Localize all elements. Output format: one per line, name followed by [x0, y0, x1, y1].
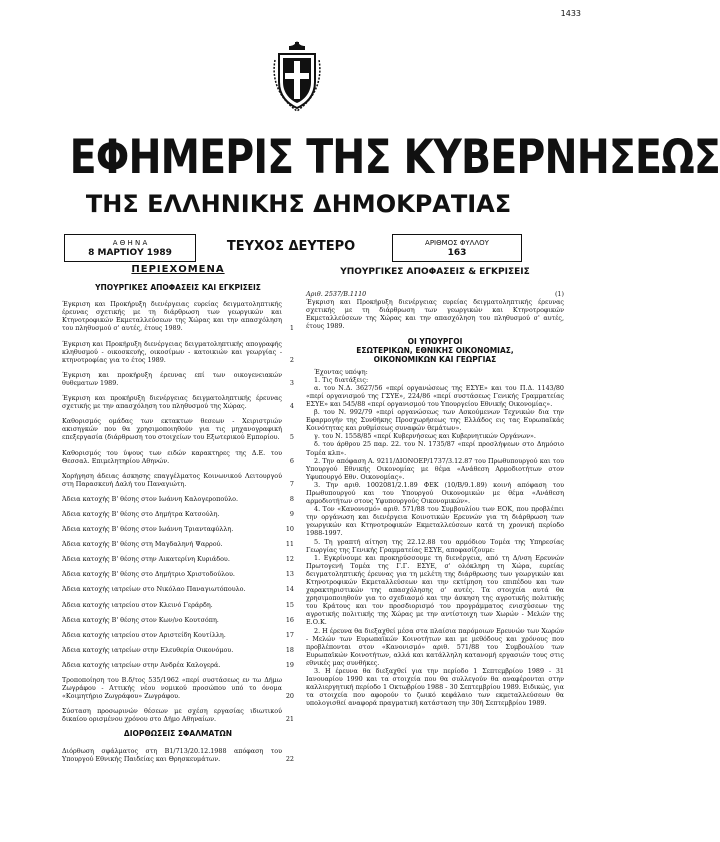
toc-item-page: 15 — [285, 600, 294, 609]
body-sub-b: β. του Ν. 992/79 «περί οργανώσεως των Ασκούμενων Τεχνικών δια την Εφαρμογήν της Συνθήκης Προσχωρήσεως της Ελλάδος εις τας Ευρωπαϊκάς Κοινότητας και ρυθμίσεως συναφών θεμάτων». — [306, 408, 564, 433]
toc-item — [62, 495, 294, 503]
toc-item-text: Άδεια κατοχής ιατρείων στην Ανδρέα Καλογερά. — [62, 660, 221, 669]
ministers-line-3: ΟΙΚΟΝΟΜΙΚΩΝ ΚΑΙ ΓΕΩΡΓΙΑΣ — [373, 354, 497, 364]
decision-subject: Έγκριση και Προκήρυξη διενέργειας ευρείας δειγματοληπτικής έρευνας σχετικής με τη διάρθρωση των γεωργικών και Κτηνοτροφικών Εκμεταλλεύσεων της Χώρας και την απασχόληση του πληθυσμού σ' αυτές, έτους 1989. — [306, 298, 564, 331]
toc-item-page: 13 — [285, 570, 294, 579]
page-number: 1433 — [560, 9, 581, 18]
sheet-box — [392, 234, 522, 262]
toc-item-page: 4 — [289, 402, 294, 411]
toc-item — [62, 300, 294, 332]
toc-item — [62, 555, 294, 563]
toc-item-page: 9 — [289, 509, 294, 518]
gazette-subtitle: ΤΗΣ ΕΛΛΗΝΙΚΗΣ ΔΗΜΟΚΡΑΤΙΑΣ — [85, 190, 512, 218]
toc-item-page: 14 — [285, 585, 294, 594]
toc-item-page: 6 — [289, 456, 294, 465]
toc-item-text: Άδεια κατοχής Β' θέσης στον Ιωάννη Τριανταφύλλη. — [62, 525, 234, 534]
toc-item-page: 17 — [285, 630, 294, 639]
body-item-5: 5. Τη γραπτή αίτηση της 22.12.88 του αρμόδιου Τομέα της Υπηρεσίας Γεωργίας της Γενικής Γραμματείας ΕΣΥΕ, αποφασίζουμε: — [306, 537, 564, 554]
toc-item — [62, 340, 294, 364]
toc-item — [62, 707, 294, 723]
ministers-line-2: ΕΣΩΤΕΡΙΚΩΝ, ΕΘΝΙΚΗΣ ΟΙΚΟΝΟΜΙΑΣ, — [356, 345, 514, 355]
toc-item — [62, 525, 294, 533]
toc-item — [62, 601, 294, 609]
ministers-heading — [306, 337, 564, 364]
toc-item-text: Άδεια κατοχής Β' θέσης στην Αικατερίνη Κυριάδου. — [62, 555, 230, 564]
coat-of-arms-emblem — [273, 40, 321, 112]
toc-item-page: 1 — [289, 324, 294, 333]
toc-item-page: 11 — [285, 540, 294, 549]
toc-item-text: Άδεια κατοχής Β' θέσης στο Δημήτριο Χριστοδούλου. — [62, 570, 235, 579]
body-sub-d: δ. του άρθρου 25 παρ. 22. του Ν. 1735/87 «περί προσλήψεων στο Δημόσιο Τομέα κλπ». — [306, 440, 564, 457]
contents-section-corrections: ΔΙΟΡΘΩΣΕΙΣ ΣΦΑΛΜΑΤΩΝ — [123, 729, 233, 739]
body-item-3: 3. Την αριθ. 1002081/2.1.89 ΦΕΚ (10/Β/9.1.89) κοινή απόφαση του Πρωθυπουργού και του Υπουργού Οικονομικών με θέμα «Ανάθεση αρμοδιοτήτων στους Υφυπουργούς Οικονομικών». — [306, 480, 564, 506]
toc-item — [62, 417, 294, 441]
sheet-number: 163 — [447, 248, 467, 258]
considering-text: Έχοντας υπόψη: — [314, 367, 368, 376]
ministers-line-1: ΟΙ ΥΠΟΥΡΓΟΙ — [407, 336, 463, 346]
reference-number: Αριθ. 2537/Β.1110 — [306, 290, 367, 299]
toc-item — [62, 585, 294, 593]
toc-item-text: Άδεια κατοχής Β' θέσης στον Ιωάννη Καλογεροπούλο. — [62, 494, 239, 503]
toc-item-text: Έγκριση και προκήρυξη έρευνας επί των οικογενειακών θυθεματων 1989. — [62, 370, 282, 387]
toc-item — [62, 394, 294, 410]
toc-item — [62, 570, 294, 578]
toc-item-page: 7 — [289, 479, 294, 488]
toc-item-text: Καθορισμός του ύψους των ειδών καρακτηρες της Δ.Ε. του Θεσσαλ. Επιμελητηρίου Αθηνών. — [62, 448, 282, 465]
contents-title: ΠΕΡΙΕΧΟΜΕΝΑ — [131, 264, 225, 275]
toc-item-page: 10 — [285, 525, 294, 534]
toc-item-text: Καθορισμός ομάδας των εκτακτων θεσεων - Χειριστριών ακισηγκών που θα χρησιμοποιηθούν για τις μηχανογραφική επεξεργασία (διάρθρωση του στοιχείων του Εξωτερικού Εμπορίου. — [62, 417, 282, 442]
body-sub-a: α. του Ν.Δ. 3627/56 «περί οργανώσεως της ΕΣΥΕ» και του Π.Δ. 1143/80 «περί οργανισμού της ΓΣΥΕ», 224/86 «περί συστάσεως Γενικής Γραμματείας ΕΣΥΕ» και 545/88 «περί οργανισμού του Υπουργείου Εθνικής Οικονομίας». — [306, 383, 564, 408]
decision-paragraph-3: 3. Η έρευνα θα διεξαχθεί για την περίοδο 1 Σεπτεμβρίου 1989 - 31 Ιανουαρίου 1990 και τα στοιχεία που θα συλλεγούν θα αναφέρονται στην καλλιεργητική περίοδο 1 Οκτωβρίου 1988 - 30 Σεπτεμβρίου 1989. Ειδικώς, για τα στοιχεία που αφορούν το ζωικό κεφάλαιο των εκμεταλλεύσεων θα υπολογισθεί αναφορά πραγματική κατάσταση την 30ή Σεπτεμβρίου 1989. — [306, 667, 564, 708]
decisions-heading: ΥΠΟΥΡΓΙΚΕΣ ΑΠΟΦΑΣΕΙΣ & ΕΓΚΡΙΣΕΙΣ — [340, 267, 530, 277]
toc-item-page: 20 — [285, 692, 294, 701]
toc-item-page: 2 — [289, 355, 294, 364]
body-item-2: 2. Την απόφαση Α. 9211/ΔΙΟΝΟΕΡ/1737/3.12.87 του Πρωθυπουργού και του Υπουργού Εθνικής Οικονομίας με θέμα «Ανάθεση Αρμοδιοτήτων στον Υφυπουργό Εθν. Οικονομίας». — [306, 456, 564, 481]
city-label: Α Θ Η Ν Α — [112, 239, 148, 247]
contents-list — [62, 300, 294, 723]
toc-item-text: Άδεια κατοχής ιατρείων στην Ελευθερία Οικονόμου. — [62, 645, 234, 654]
toc-item-text: Έγκριση και προκήρυξη διενέργειας δειγματοληπτικής έρευνας σχετικής με την απασχόληση του πληθυσμού της Χώρας. — [62, 394, 282, 411]
toc-item — [62, 510, 294, 518]
toc-item-text: Άδεια κατοχής Β' θέσης στο Δημήτρα Κατσούλη. — [62, 509, 220, 518]
toc-item-text: Διόρθωση σφάλματος στη Β1/713/20.12.1988 απόφαση του Υπουργού Εθνικής Παιδείας και Θρησκευμάτων. — [62, 746, 282, 763]
toc-item-text: Έγκριση και Προκήρυξη διενέργειας δειγματοληπτικής απογραφής κληθυσμού - οικοσκευής, οικοσίμων - κατοικιών και γεωργίας - κτηνοτροφίας για το έτος 1989. — [62, 339, 282, 364]
body-item-4: 4. Τον «Κανονισμό» αριθ. 571/88 του Συμβουλίου των ΕΟΚ, που προβλέπει την οργάνωση και διενέργεια Κοινοτικών Ερευνών για τη διάρθρωση των γεωργικών και Κτηνοτροφικών Εκμεταλλεύσεων κατά τη χρονική περίοδο 1988-1997. — [306, 505, 564, 538]
toc-item-page: 19 — [285, 660, 294, 669]
toc-item-text: Τροποποίηση του Β.δ/τος 535/1962 «περί συστάσεως εν τω Δήμω Ζωγράφου - Αττικής νέου νομικού προσώπου υπό το όνομα «Κοιμητήριο Ζωγράφου» Ζωγράφου. — [62, 676, 282, 701]
contents-column — [62, 266, 294, 770]
decision-column — [306, 266, 564, 708]
toc-item — [62, 631, 294, 639]
contents-section-decisions: ΥΠΟΥΡΓΙΚΕΣ ΑΠΟΦΑΣΕΙΣ ΚΑΙ ΕΓΚΡΙΣΕΙΣ — [95, 283, 261, 293]
toc-item-text: Άδεια κατοχής Β' θέσης στον Κων/νο Κουτσόπη. — [62, 615, 219, 624]
sheet-label: ΑΡΙΘΜΟΣ ΦΥΛΛΟΥ — [425, 239, 489, 247]
toc-item-page: 3 — [289, 378, 294, 387]
toc-item-text: Άδεια κατοχής Β' θέσης στη Μαγδαληνή Ψαρρού. — [62, 540, 223, 549]
toc-item — [62, 371, 294, 387]
toc-item — [62, 747, 294, 763]
toc-item — [62, 676, 294, 700]
toc-item-text: Άδεια κατοχής ιατρείου στον Αριστείδη Κουτίλλη. — [62, 630, 226, 639]
gazette-title: ΕΦΗΜΕΡΙΣ ΤΗΣ ΚΥΒΕΡΝΗΣΕΩΣ — [69, 130, 720, 185]
toc-item-page: 21 — [285, 715, 294, 724]
issue-date: 8 ΜΑΡΤΙΟΥ 1989 — [88, 248, 172, 258]
toc-item — [62, 540, 294, 548]
decision-paragraph-1: 1. Εγκρίνουμε και προκηρύσσουμε τη διενέργεια, από τη Δ/νση Ερευνών Πρωτογενή Τομέα της Γ.Γ. ΕΣΥΕ, σ' ολόκληρη τη Χώρα, ευρείας δειγματοληπτικής έρευνας για τη μελέτη της διάρθρωσης των γεωργικών και Κτηνοτροφικών Εκμεταλλεύσεων και την εκτίμηση του επιπέδου και των χαρακτηριστικών της απασχόλησης σ' αυτές. Τα στοιχεία αυτά θα χρησιμοποιηθούν για το σχεδιασμό και την άσκηση της αγροτικής πολιτικής του Κράτους και τον προσδιορισμό του προγράμματος ενισχύσεων της αγροτικής πολιτικής της Χώρας με την αντίστοιχη των Χωρών - Μελών της Ε.Ο.Κ. — [306, 553, 564, 627]
toc-item-page: 16 — [285, 615, 294, 624]
date-box — [64, 234, 196, 262]
toc-item-text: Χορήγηση άδειας άσκησης επαγγέλματος Κοινωνικού Λειτουργού στη Παρασκευή Δαλή του Παναγιώτη. — [62, 471, 282, 488]
toc-item-page: 12 — [285, 555, 294, 564]
toc-item — [62, 646, 294, 654]
toc-item-text: Άδεια κατοχής ιατρείων στο Νικόλαο Παναγιωτόπουλο. — [62, 585, 246, 594]
body-sub-c: γ. του Ν. 1558/85 «περί Κυβερνήσεως και Κυβερνητικών Οργάνων». — [314, 432, 536, 441]
decision-paragraph-2: 2. Η έρευνα θα διεξαχθεί μέσα στα πλαίσια παρόμοιων Ερευνών των Χωρών - Μελών των Ευρωπαϊκών Κοινοτήτων και με μεθόδους και χρόνους που προβλέπονται στον «Κανονισμό» αριθ. 571/88 του Συμβουλίου των Ευρωπαϊκών Κοινοτήτων, αλλά και κατάλληλη κατανομή εργασιών τους στις εθνικές μας συνθήκες. — [306, 626, 564, 667]
toc-item — [62, 472, 294, 488]
toc-item — [62, 616, 294, 624]
toc-item-page: 5 — [289, 433, 294, 442]
toc-item-page: 18 — [285, 645, 294, 654]
toc-item-text: Άδεια κατοχής ιατρείου στον Κλεινό Γεράρδη. — [62, 600, 213, 609]
decision-reference — [306, 290, 564, 298]
toc-item-text: Σύσταση προσωρινών θέσεων με σχέση εργασίας ιδιωτικού δικαίου ορισμένου χρόνου στο Δήμο Αθηναίων. — [62, 707, 282, 724]
toc-item — [62, 449, 294, 465]
body-item-1: 1. Τις διατάξεις: — [314, 375, 369, 384]
toc-item-page: 8 — [289, 494, 294, 503]
toc-item-text: Έγκριση και Προκήρυξη διενέργειας ευρείας δειγματοληπτικής έρευνας σχετικής με τη διάρθρωση των γεωργικών και Κτηνοτροφικών Εκμεταλλεύσεων της Χώρας και την απασχόληση του πληθυσμού σ' αυτές, έτους 1989. — [62, 300, 282, 333]
reference-index: (1) — [554, 290, 564, 299]
issue-label: ΤΕΥΧΟΣ ΔΕΥΤΕΡΟ — [226, 239, 356, 254]
toc-item-page: 22 — [285, 754, 294, 763]
toc-item — [62, 661, 294, 669]
